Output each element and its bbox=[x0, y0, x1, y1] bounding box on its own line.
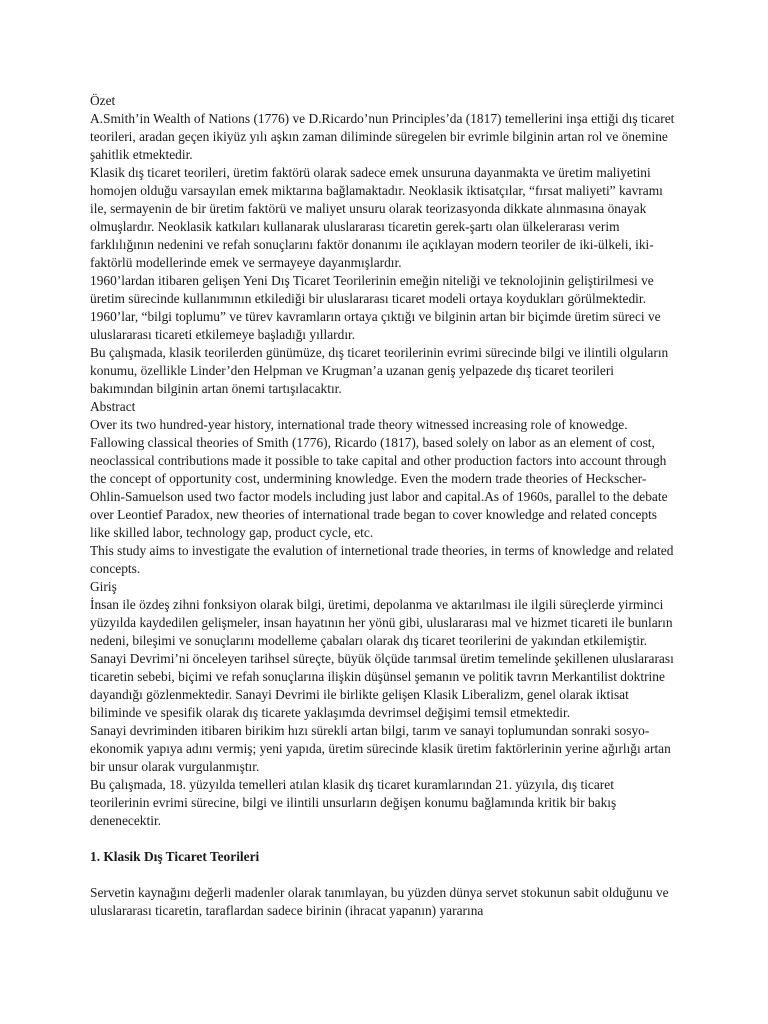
ozet-paragraph-3: 1960’lardan itibaren gelişen Yeni Dış Ticaret Teorilerinin emeğin niteliği ve teknolojinin geliştirilmesi ve üretim sürecinde kullanımının etkilediği bir uluslararası ticaret modeli ortaya koydukları görülmektedir. 1960’lar, “bilgi toplumu” ve türev kavramların ortaya çıktığı ve bilginin artan bir biçimde üretim süreci ve uluslararası ticareti etkilemeye başladığı yıllardır. bbox=[90, 273, 661, 342]
heading-ozet: Özet bbox=[90, 93, 116, 108]
abstract-paragraph-2: This study aims to investigate the evalution of internetional trade theories, in terms of knowledge and related concepts. bbox=[90, 543, 674, 576]
ozet-paragraph-2: Klasik dış ticaret teorileri, üretim faktörü olarak sadece emek unsuruna dayanmakta ve üretim maliyetini homojen olduğu varsayılan emek miktarına bağlamaktadır. Neoklasik iktisatçılar, “fırsat maliyeti” kavramı ile, sermayenin de bir üretim faktörü ve maliyet unsuru olarak teorizasyonda dikkate alınmasına önayak olmuşlardır. Neoklasik katkıları kullanarak uluslararası ticaretin gerek-şartı olan ülkelerarası verim farklılığının nedenini ve refah sonuçlarını faktör donanımı ile açıklayan modern teoriler de iki-ülkeli, iki-faktörlü modellerinde emek ve sermayeye dayanmışlardır. bbox=[90, 165, 663, 270]
ozet-paragraph-4: Bu çalışmada, klasik teorilerden günümüze, dış ticaret teorilerinin evrimi sürecinde bilgi ve ilintili olguların konumu, özellikle Linder’den Helpman ve Krugman’a uzanan geniş yelpazede dış ticaret teorileri bakımından bilginin artan önemi tartışılacaktır. bbox=[90, 345, 669, 396]
section-1-paragraph-1: Servetin kaynağını değerli madenler olarak tanımlayan, bu yüzden dünya servet stokunun sabit olduğunu ve uluslararası ticaretin, taraflardan sadece birinin (ihracat yapanın) yararına bbox=[90, 885, 669, 918]
ozet-paragraph-1: A.Smith’in Wealth of Nations (1776) ve D.Ricardo’nun Principles’da (1817) temellerini inşa ettiği dış ticaret teorileri, aradan geçen ikiyüz yılı aşkın zaman diliminde süregelen bir evrimle bilginin artan rol ve önemine şahitlik etmektedir. bbox=[90, 111, 675, 162]
giris-paragraph-2: Sanayi Devrimi’ni önceleyen tarihsel süreçte, büyük ölçüde tarımsal üretim temelinde şekillenen uluslararası ticaretin sebebi, biçimi ve refah sonuçlarına ilişkin düşünsel şemanın ve politik tavrın Merkantilist doktrine dayandığı gözlenmektedir. Sanayi Devrimi ile birlikte gelişen Klasik Liberalizm, genel olarak iktisat biliminde ve spesifik olarak dış ticarete yaklaşımda devrimsel değişimi temsil etmektedir. bbox=[90, 651, 674, 720]
heading-giris: Giriş bbox=[90, 579, 117, 594]
giris-paragraph-4: Bu çalışmada, 18. yüzyılda temelleri atılan klasik dış ticaret kuramlarından 21. yüzyıla, dış ticaret teorilerinin evrimi sürecine, bilgi ve ilintili unsurların değişen konumu bağlamında kritik bir bakış denenecektir. bbox=[90, 777, 617, 828]
giris-paragraph-1: İnsan ile özdeş zihni fonksiyon olarak bilgi, üretimi, depolanma ve aktarılması ile ilgili süreçlerde yirminci yüzyılda kaydedilen gelişmeler, insan hayatının her yönü gibi, uluslararası mal ve hizmet ticareti ile bunların nedeni, bileşimi ve sonuçlarını modelleme çabaları olarak dış ticaret teorilerini de yakından etkilemiştir. bbox=[90, 597, 673, 648]
giris-paragraph-3: Sanayi devriminden itibaren birikim hızı sürekli artan bilgi, tarım ve sanayi toplumundan sonraki sosyo-ekonomik yapıya adını vermiş; yeni yapıda, üretim sürecinde klasik üretim faktörlerinin yerine ağırlığı artan bir unsur olarak vurgulanmıştır. bbox=[90, 723, 671, 774]
section-1-title: 1. Klasik Dış Ticaret Teorileri bbox=[90, 849, 260, 864]
document-body bbox=[90, 92, 675, 920]
heading-abstract: Abstract bbox=[90, 399, 136, 414]
abstract-paragraph-1: Over its two hundred-year history, international trade theory witnessed increasing role of knowedge. Fallowing classical theories of Smith (1776), Ricardo (1817), based solely on labor as an element of cost, neoclassical contributions made it possible to take capital and other production factors into account through the concept of opportunity cost, undermining knowledge. Even the modern trade theories of Heckscher-Ohlin-Samuelson used two factor models including just labor and capital.As of 1960s, parallel to the debate over Leontief Paradox, new theories of international trade began to cover knowledge and related concepts like skilled labor, technology gap, product cycle, etc. bbox=[90, 417, 668, 540]
